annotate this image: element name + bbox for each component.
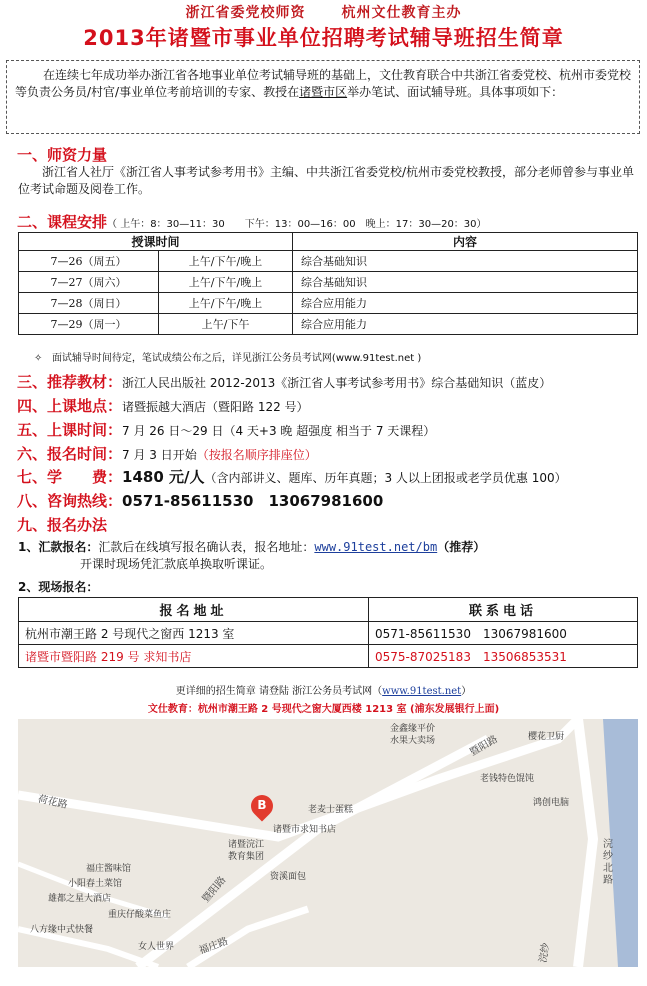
- location-map[interactable]: [18, 719, 638, 967]
- poi-fruit-market: 金鑫缘平价 水果大卖场: [390, 724, 436, 746]
- map-roads: [18, 719, 638, 967]
- schedule-header-content: 内容: [293, 233, 638, 251]
- intro-text-a: 在连续七年成功举办浙江省各地事业单位考试辅导班的基础上，文仕教育联合中共浙江省委党校、杭州市委党校等负责公务员/村官/事业单位考前培训的专家、教授在: [15, 68, 632, 99]
- schedule-content: 综合基础知识: [293, 251, 638, 272]
- intro-box: [6, 60, 640, 134]
- schedule-date: 7—28（周日）: [19, 293, 159, 314]
- section6-body: 7 月 3 日开始: [122, 448, 197, 462]
- note-text: 面试辅导时间待定，笔试成绩公布之后，详见浙江公务员考试网(www.91test.net ): [51, 353, 422, 364]
- schedule-header-row: [19, 233, 638, 251]
- poi-wonton: 老钱特色馄饨: [480, 774, 535, 784]
- section2-heading: [17, 211, 487, 232]
- tuition-fee: 1480 元/人: [122, 468, 205, 486]
- table-row: [19, 293, 638, 314]
- poi-sakura: 樱花卫厨: [528, 732, 565, 742]
- schedule-session: 上午/下午/晚上: [159, 293, 293, 314]
- section8-heading: 八、咨询热线：: [17, 492, 123, 510]
- section3-heading: 三、推荐教材：: [17, 373, 123, 391]
- schedule-table: [18, 232, 638, 335]
- section4-heading: 四、上课地点：: [17, 397, 123, 415]
- road-label: 浣纱北路: [603, 839, 613, 886]
- section9-heading: 九、报名办法: [17, 516, 108, 534]
- registration-address: 杭州市潮王路 2 号现代之窗西 1213 室: [19, 622, 369, 645]
- schedule-content: 综合应用能力: [293, 314, 638, 335]
- table-row: [19, 314, 638, 335]
- footer-link[interactable]: www.91test.net: [382, 686, 462, 697]
- schedule-session: 上午/下午/晚上: [159, 272, 293, 293]
- sponsor-right: 杭州文仕教育主办: [341, 5, 462, 21]
- intro-text-b: 举办笔试、面试辅导班。具体事项如下：: [347, 85, 564, 99]
- poi-fuzhuang: 福庄酱味馆: [86, 864, 132, 874]
- section7-heading: 七、学 费：: [17, 468, 123, 486]
- poi-education-group: 诸暨浣江 教育集团: [228, 840, 265, 862]
- hotline-phones: 0571-85611530 13067981600: [122, 492, 384, 510]
- section6-note: （按报名顺序排座位）: [196, 448, 317, 462]
- interview-note: [34, 349, 421, 364]
- remit-line2: 开课时现场凭汇款底单换取听课证。: [80, 557, 273, 571]
- registration-header-address: 报名地址: [19, 598, 369, 622]
- road-label: 暨阳路: [468, 733, 500, 759]
- road-huansha: [578, 719, 593, 967]
- section2-title: 二、课程安排: [17, 213, 108, 231]
- poi-hotel: 雄都之星大酒店: [48, 894, 112, 904]
- poi-cake: 老麦士蛋糕: [308, 805, 354, 815]
- section7: [17, 466, 567, 487]
- remit-line: [18, 538, 485, 555]
- schedule-session: 上午/下午: [159, 314, 293, 335]
- registration-phone: 0575-87025183 13506853531: [369, 645, 638, 668]
- remit-text: 汇款后在线填写报名确认表，报名地址：: [98, 540, 315, 554]
- road-label: 浣纱: [537, 942, 553, 964]
- remit-label: 1、汇款报名：: [18, 540, 99, 554]
- table-row: [19, 251, 638, 272]
- onsite-label: 2、现场报名：: [18, 580, 99, 594]
- section4: [17, 395, 309, 416]
- registration-header-phone: 联系电话: [369, 598, 638, 622]
- schedule-date: 7—29（周一）: [19, 314, 159, 335]
- section6-heading: 六、报名时间：: [17, 445, 123, 463]
- register-link[interactable]: www.91test.net/bm: [314, 540, 438, 554]
- road-label: 荷花路: [36, 793, 69, 811]
- road-label: 暨阳路: [200, 874, 229, 905]
- poi-xiaoyangchun: 小阳春土菜馆: [68, 879, 123, 889]
- schedule-content: 综合应用能力: [293, 293, 638, 314]
- poi-fish: 重庆仔酸菜鱼庄: [108, 910, 172, 920]
- map-pin-label: B: [257, 798, 267, 812]
- intro-underlined: 诸暨市区: [299, 85, 348, 99]
- table-row: [19, 622, 638, 645]
- section5-body: 7 月 26 日～29 日（4 天+3 晚 超强度 相当于 7 天课程）: [122, 424, 436, 438]
- registration-phone: 0571-85611530 13067981600: [369, 622, 638, 645]
- footer-more-text: 更详细的招生简章 请登陆 浙江公务员考试网（: [175, 686, 383, 697]
- schedule-date: 7—27（周六）: [19, 272, 159, 293]
- section6: [17, 443, 317, 464]
- schedule-content: 综合基础知识: [293, 272, 638, 293]
- table-row: [19, 272, 638, 293]
- section3-body: 浙江人民出版社 2012-2013《浙江省人事考试参考用书》综合基础知识（蓝皮）: [122, 376, 552, 390]
- section2-times: （ 上午：8：30—11：30 下午：13：00—16：00 晚上：17：30—20：30）: [107, 219, 487, 230]
- footer-more: [0, 682, 647, 697]
- section3: [17, 371, 551, 392]
- footer-more-end: ）: [461, 686, 472, 697]
- poi-bakery: 资溪面包: [270, 872, 307, 882]
- road-label: 福庄路: [197, 936, 230, 957]
- registration-address: 诸暨市暨阳路 219 号 求知书店: [19, 645, 369, 668]
- schedule-session: 上午/下午/晚上: [159, 251, 293, 272]
- schedule-header-time: 授课时间: [19, 233, 293, 251]
- section1-heading: 一、师资力量: [17, 146, 108, 164]
- poi-fastfood: 八方缘中式快餐: [30, 925, 94, 935]
- section4-body: 诸暨振越大酒店（暨阳路 122 号）: [122, 400, 309, 414]
- footer-address: 文仕教育：杭州市潮王路 2 号现代之窗大厦西楼 1213 室 (浦东发展银行上面): [147, 704, 500, 715]
- road-jiyang: [138, 739, 488, 967]
- section5-heading: 五、上课时间：: [17, 421, 123, 439]
- remit-recommend: （推荐）: [437, 540, 486, 554]
- section7-body: （含内部讲义、题库、历年真题；3 人以上团报或老学员优惠 100）: [204, 471, 567, 485]
- section5: [17, 419, 435, 440]
- registration-header-row: [19, 598, 638, 622]
- note-bullet-icon: ✧: [34, 353, 43, 364]
- section8: [17, 490, 383, 511]
- poi-bookstore: 诸暨市求知书店: [273, 825, 337, 835]
- schedule-date: 7—26（周五）: [19, 251, 159, 272]
- table-row: [19, 645, 638, 668]
- section1-body: 浙江省人社厅《浙江省人事考试参考用书》主编、中共浙江省委党校/杭州市委党校教授，部分老师曾参与事业单位考试命题及阅卷工作。: [18, 165, 635, 196]
- sponsor-left: 浙江省委党校师资: [185, 5, 306, 21]
- page-title: 2013年诸暨市事业单位招聘考试辅导班招生简章: [83, 26, 564, 50]
- poi-women-world: 女人世界: [138, 942, 175, 952]
- poi-computer: 鸿创电脑: [533, 798, 570, 808]
- sponsor-line: [0, 2, 647, 22]
- registration-table: [18, 597, 638, 668]
